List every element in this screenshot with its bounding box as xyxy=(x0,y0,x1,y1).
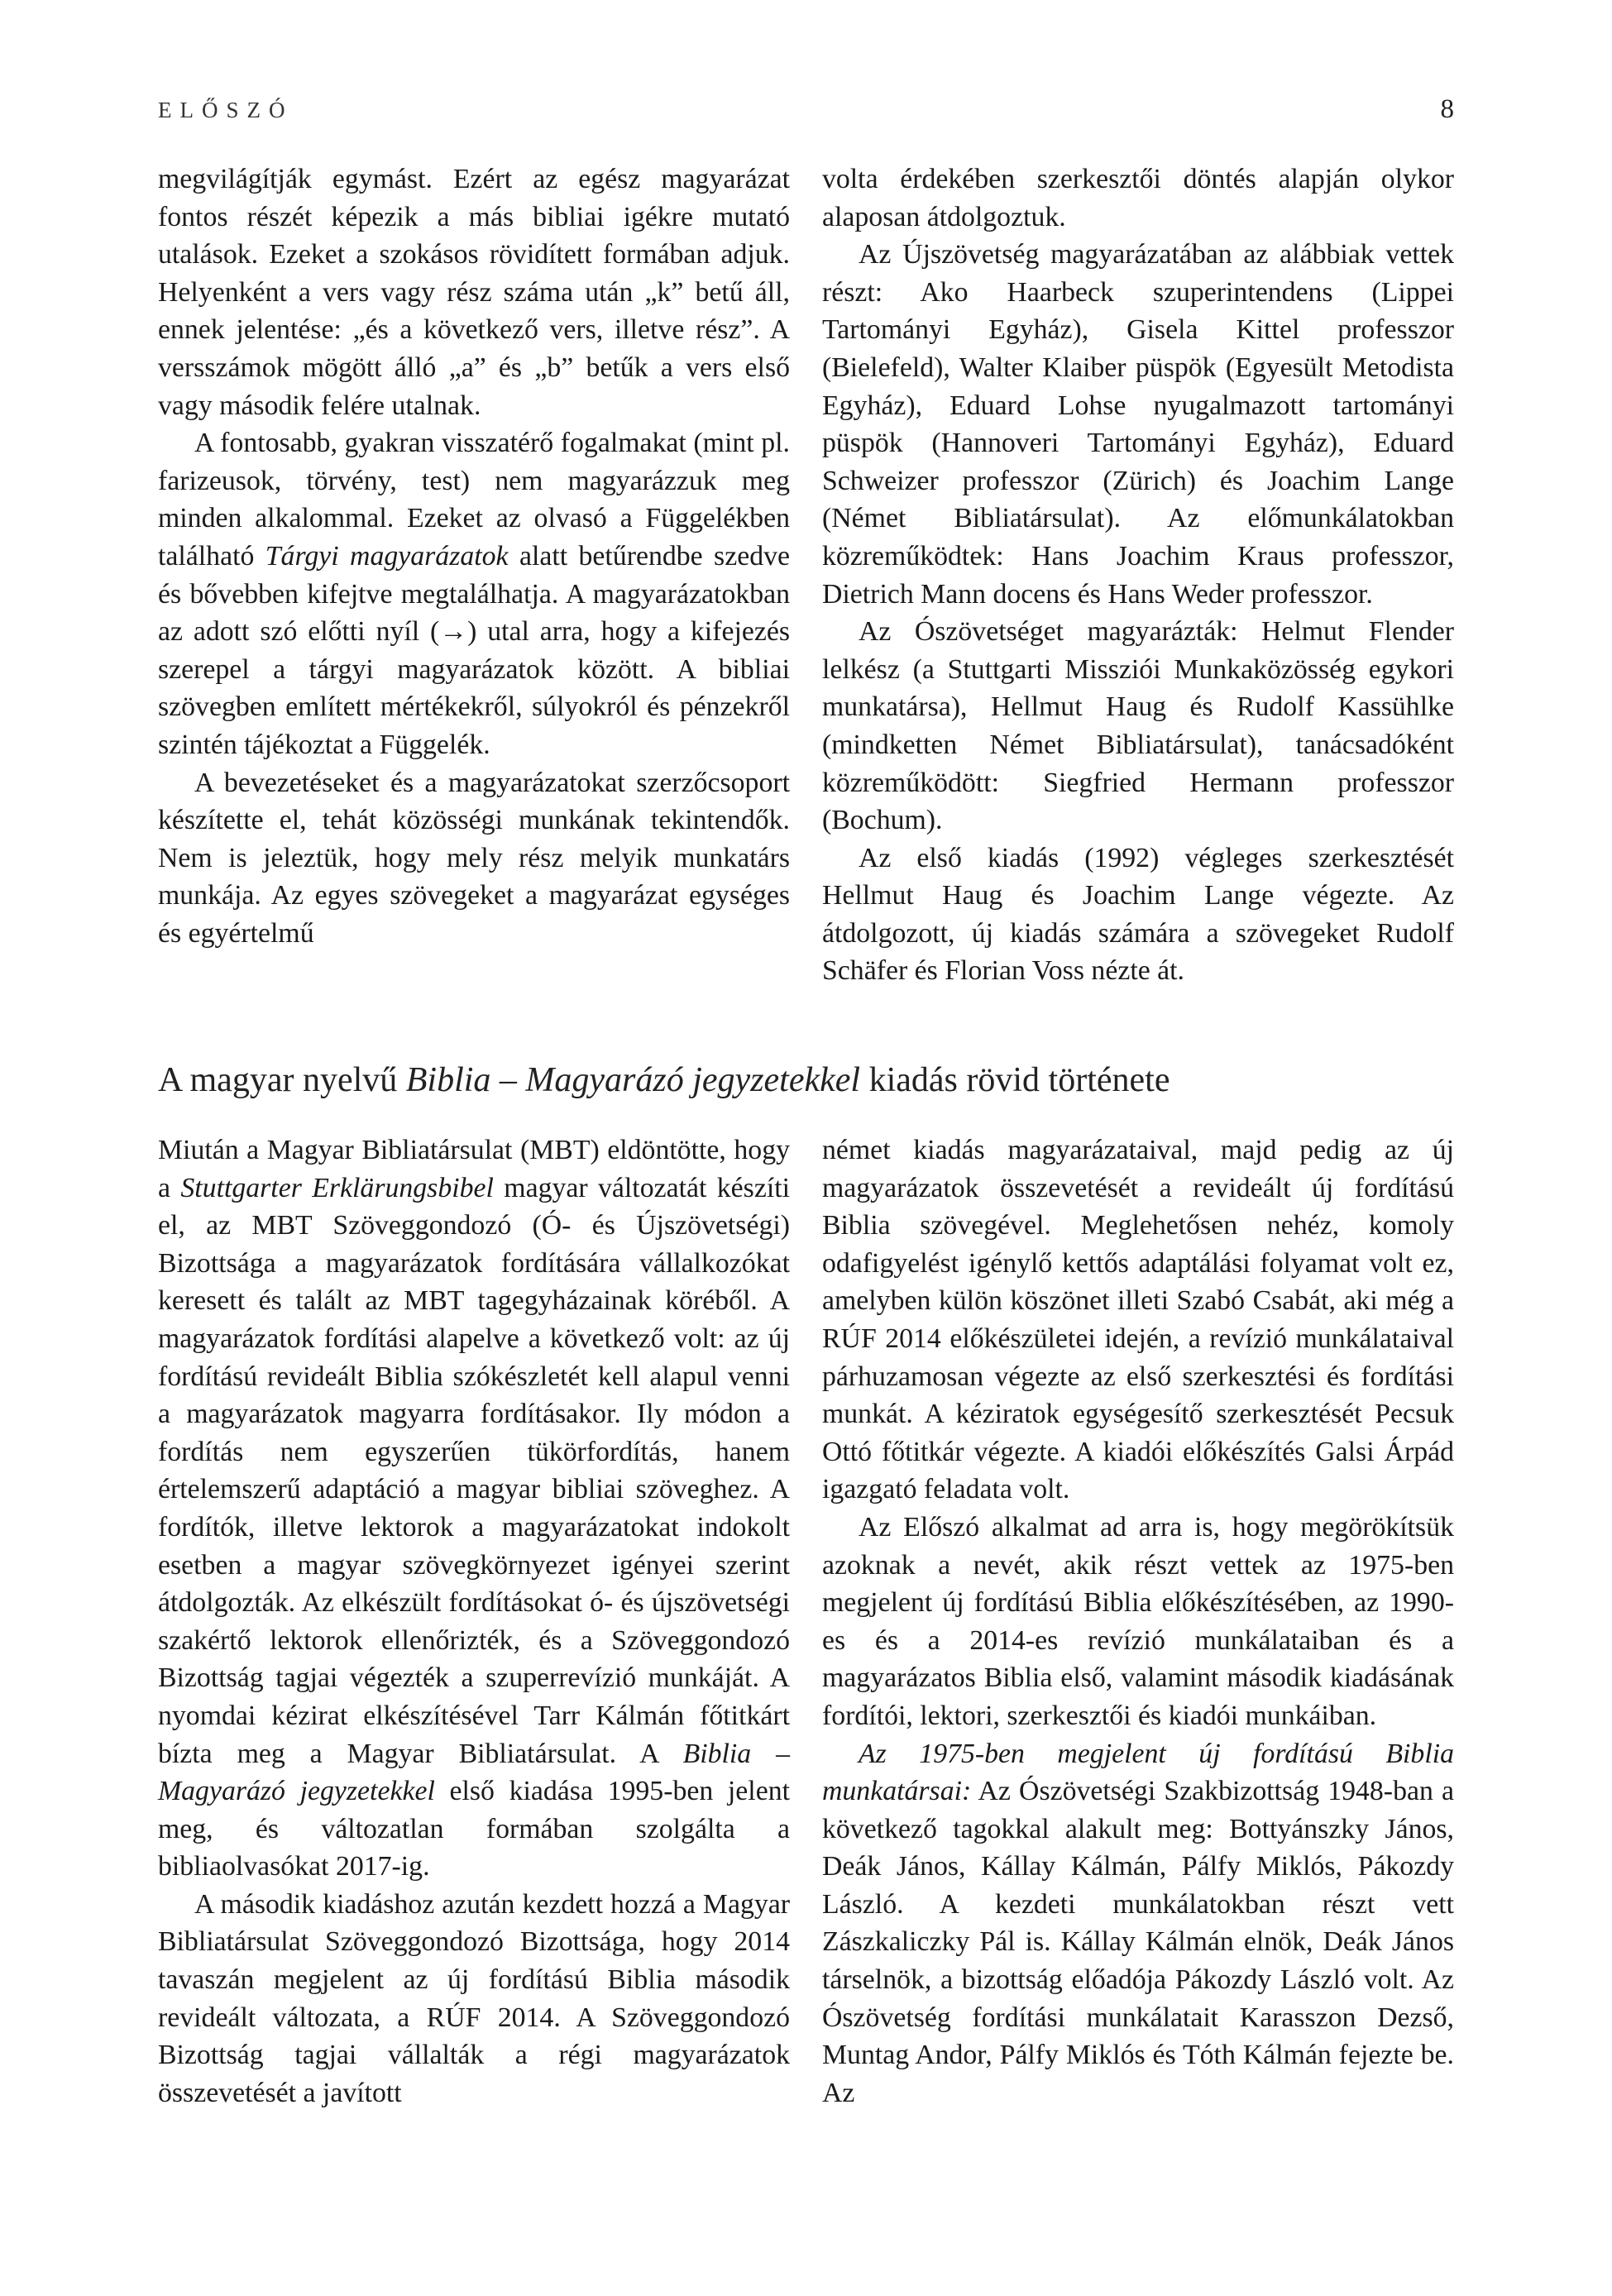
italic-term: Stuttgarter Erklärungsbibel xyxy=(180,1172,494,1203)
text-run: Az Ószövetségi Szakbizottság 1948-ban a következő tagokkal alakult meg: Bottyánszky János, Deák János, Kállay Kálmán, Pálfy Miklós, Pákozdy László. A kezdeti munkálatokban részt vett Zászkaliczky Pál is. Kállay Kálmán elnök, Deák János társelnök, a bizottság előadója Pákozdy László volt. Az Ószövetség fordítási munkálatait Karasszon Dezső, Muntag Andor, Pálfy Miklós és Tóth Kálmán fejezte be. Az xyxy=(822,1776,1454,2108)
text-run: Miután a Magyar Bibliatársulat (MBT) eldöntötte, hogy a xyxy=(158,1135,790,1203)
paragraph xyxy=(822,1735,1454,2112)
text-run: alatt betűrendbe szedve és bővebben kifejtve megtalálhatja. A magyarázatokban az adott szó előtti nyíl (→) utal arra, hogy a kifejezés szerepel a tárgyi magyarázatok között. A bibliai szövegben említett mértékekről, súlyokról és pénzekről szintén tájékoztat a Függelék. xyxy=(158,540,791,760)
running-header xyxy=(158,94,1454,125)
paragraph: Az első kiadás (1992) végleges szerkesztését Hellmut Haug és Joachim Lange végezte. Az átdolgozott, új kiadás számára a szövegeket Rudolf Schäfer és Florian Voss nézte át. xyxy=(822,842,1454,987)
italic-term: Biblia – Magyarázó jegyzetekkel xyxy=(158,1738,790,1807)
paragraph: Az Újszövetség magyarázatában az alábbiak vettek részt: Ako Haarbeck szuperintendens (Lippei Tartományi Egyház), Gisela Kittel professzor (Bielefeld), Walter Klaiber püspök (Egyesült Metodista Egyház), Eduard Lohse nyugalmazott tartományi püspök (Hannoveri Tartományi Egyház), Eduard Schweizer professzor (Zürich) és Joachim Lange (Német Bibliatársulat). Az előmunkálatokban közreműködtek: Hans Joachim Kraus professzor, Dietrich Mann docens és Hans Weder professzor. xyxy=(822,239,1454,610)
bottom-left-column xyxy=(158,1131,790,2112)
heading-text: kiadás rövid története xyxy=(860,1061,1170,1099)
top-left-column xyxy=(158,160,790,990)
heading-text: A magyar nyelvű xyxy=(158,1061,406,1099)
text-run: A fontosabb, gyakran visszatérő fogalmakat (mint pl. farizeusok, törvény, test) nem magyarázzuk meg minden alkalommal. Ezeket az olvasó a Függelékben található xyxy=(158,428,790,572)
top-right-column xyxy=(822,160,1454,990)
paragraph: A második kiadáshoz azután kezdett hozzá a Magyar Bibliatársulat Szöveggondozó Bizottsága, hogy 2014 tavaszán megjelent az új fordítású Biblia második revideált változata, a RÚF 2014. A Szöveggondozó Bizottság tagjai vállalták a régi magyarázatok összevetését a javított xyxy=(158,1888,790,2108)
paragraph: volta érdekében szerkesztői döntés alapján olykor alaposan átdolgoztuk. xyxy=(822,164,1454,232)
paragraph xyxy=(158,1131,790,1886)
page-number: 8 xyxy=(1440,94,1454,124)
paragraph: Az Ószövetséget magyarázták: Helmut Flender lelkész (a Stuttgarti Missziói Munkaközösség egykori munkatársa), Hellmut Haug és Rudolf Kassühlke (mindketten Német Bibliatársulat), tanácsadóként közreműködött: Siegfried Hermann professzor (Bochum). xyxy=(822,616,1454,836)
text-run: magyar változatát készíti el, az MBT Szöveggondozó (Ó- és Újszövetségi) Bizottsága a magyarázatok fordítására vállalkozókat keresett és talált az MBT tagegyházainak köréből. A magyarázatok fordítási alapelve a következő volt: az új fordítású revideált Biblia szókészletét kell alapul venni a magyarázatok magyarra fordításakor. Ily módon a fordítás nem egyszerűen tükörfordítás, hanem értelemszerű adaptáció a magyar bibliai szöveghez. A fordítók, illetve lektorok a magyarázatokat indokolt esetben a magyar szövegkörnyezet igényei szerint átdolgozták. Az elkészült fordításokat ó- és újszövetségi szakértő lektorok ellenőrizték, és a Szöveggondozó Bizottság tagjai végezték a szuperrevízió munkáját. A nyomdai kézirat elkészítésével Tarr Kálmán főtitkárt bízta meg a Magyar Bibliatársulat. A xyxy=(158,1172,790,1769)
paragraph: Az Előszó alkalmat ad arra is, hogy megörökítsük azoknak a nevét, akik részt vettek az 1975-ben megjelent új fordítású Biblia előkészítésében, az 1990-es és a 2014-es revízió munkálataiban és a magyarázatos Biblia első, valamint második kiadásának fordítói, lektori, szerkesztői és kiadói munkáiban. xyxy=(822,1511,1454,1731)
paragraph: német kiadás magyarázataival, majd pedig az új magyarázatok összevetését a revideált új fordítású Biblia szövegével. Meglehetősen nehéz, komoly odafigyelést igénylő kettős adaptálási folyamat volt ez, amelyben külön köszönet illeti Szabó Csabát, aki még a RÚF 2014 előkészületei idején, a revízió munkálataival párhuzamosan végezte az első szerkesztési és fordítási munkát. A kéziratok egységesítő szerkesztését Pecsuk Ottó főtitkár végezte. A kiadói előkészítés Galsi Árpád igazgató feladata volt. xyxy=(822,1135,1454,1505)
bottom-right-column xyxy=(822,1131,1454,2112)
paragraph: megvilágítják egymást. Ezért az egész magyarázat fontos részét képezik a más bibliai igékre mutató utalások. Ezeket a szokásos rövidített formában adjuk. Helyenként a vers vagy rész száma után „k” betű áll, ennek jelentése: „és a következő vers, illetve rész”. A versszámok mögött álló „a” és „b” betűk a vers első vagy második felére utalnak. xyxy=(158,164,790,421)
italic-term: Tárgyi magyarázatok xyxy=(265,540,509,572)
top-columns xyxy=(158,160,1454,990)
section-name: ELŐSZÓ xyxy=(158,98,294,122)
paragraph xyxy=(158,424,790,763)
bottom-columns xyxy=(158,1131,1454,2112)
italic-term: Az 1975-ben megjelent új fordítású Biblia munkatársai: xyxy=(822,1738,1454,1807)
section-heading xyxy=(158,1060,1170,1100)
heading-italic: Biblia – Magyarázó jegyzetekkel xyxy=(405,1061,861,1099)
paragraph: A bevezetéseket és a magyarázatokat szerzőcsoport készítette el, tehát közösségi munkának tekintendők. Nem is jeleztük, hogy mely rész melyik munkatárs munkája. Az egyes szövegeket a magyarázat egységes és egyértelmű xyxy=(158,767,790,949)
text-run: első kiadása 1995-ben jelent meg, és változatlan formában szolgálta a bibliaolvasókat 2017-ig. xyxy=(158,1776,790,1882)
